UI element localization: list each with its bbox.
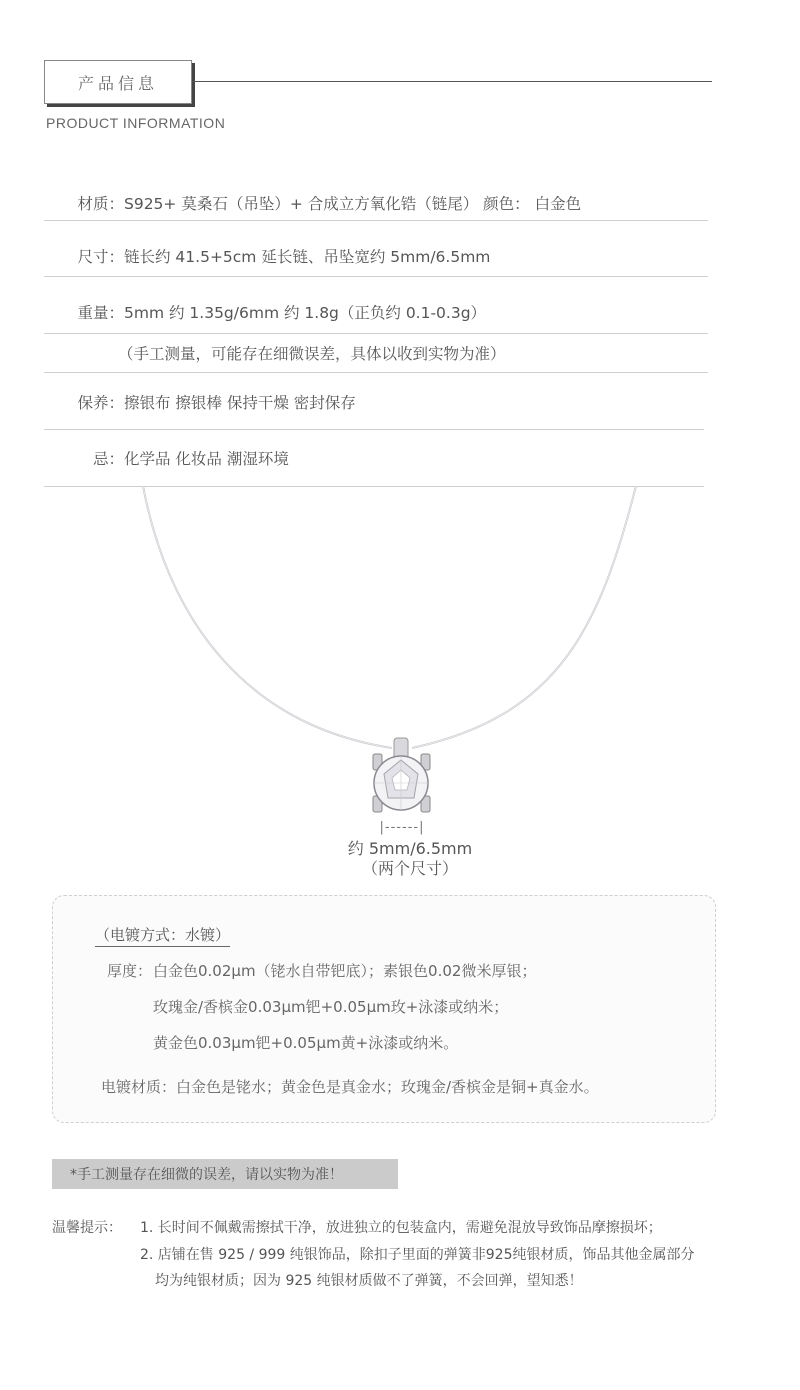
spec-avoid — [44, 447, 708, 469]
spec-weight-note: （手工测量，可能存在细微误差，具体以收到实物为准） — [118, 345, 506, 363]
title-divider — [192, 81, 712, 82]
spec-weight-label: 重量： — [77, 304, 124, 322]
spec-size-label: 尺寸： — [77, 248, 124, 266]
spec-care — [44, 391, 708, 413]
row-divider — [44, 220, 708, 221]
chain-right — [412, 486, 636, 748]
plating-line-1: 白金色0.02μm（铑水自带钯底）；素银色0.02微米厚银； — [153, 962, 537, 980]
spec-material — [44, 192, 708, 214]
tips-item-2-cont: 均为纯银材质；因为 925 纯银材质做不了弹簧，不会回弹，望知悉！ — [155, 1273, 583, 1289]
tips-item-2: 2. 店铺在售 925 / 999 纯银饰品，除扣子里面的弹簧非925纯银材质，饰品其他金属部分 — [140, 1247, 695, 1263]
spec-weight — [44, 301, 708, 323]
plating-line-3: 黄金色0.03μm钯+0.05μm黄+泳漆或纳米。 — [153, 1034, 459, 1052]
chain-left — [143, 486, 392, 748]
spec-size — [44, 245, 708, 267]
plating-line-2: 玫瑰金/香槟金0.03μm钯+0.05μm玫+泳漆或纳米； — [153, 998, 509, 1016]
spec-care-label: 保养： — [77, 394, 124, 412]
row-divider — [44, 372, 708, 373]
row-divider — [44, 429, 704, 430]
spec-weight-value: 5mm 约 1.35g/6mm 约 1.8g（正负约 0.1-0.3g） — [124, 304, 487, 322]
spec-material-value: S925+ 莫桑石（吊坠）+ 合成立方氧化锆（链尾） 颜色： 白金色 — [124, 195, 582, 213]
plating-thickness-label: 厚度： — [107, 962, 153, 980]
tips-label: 温馨提示： — [52, 1220, 122, 1236]
spec-avoid-label: 忌： — [92, 450, 124, 468]
plating-info-box — [52, 895, 716, 1123]
spec-care-value: 擦银布 擦银棒 保持干燥 密封保存 — [124, 394, 356, 412]
row-divider — [44, 333, 708, 334]
row-divider — [44, 276, 708, 277]
section-subtitle: PRODUCT INFORMATION — [46, 115, 226, 131]
tips-item-1: 1. 长时间不佩戴需擦拭干净，放进独立的包装盒内，需避免混放导致饰品摩擦损坏； — [140, 1220, 662, 1236]
spec-material-label: 材质： — [77, 195, 124, 213]
measure-mark: |------| — [379, 820, 425, 835]
pendant-size: 约 5mm/6.5mm — [347, 839, 473, 858]
pendant-size-note: （两个尺寸） — [361, 859, 458, 878]
spec-avoid-value: 化学品 化妆品 潮湿环境 — [124, 450, 289, 468]
section-title: 产品信息 — [44, 60, 192, 104]
necklace-image — [0, 486, 800, 846]
plating-heading: （电镀方式：水镀） — [95, 924, 230, 947]
measurement-note: *手工测量存在细微的误差，请以实物为准！ — [52, 1159, 398, 1189]
spec-size-value: 链长约 41.5+5cm 延长链、吊坠宽约 5mm/6.5mm — [124, 248, 491, 266]
plating-material: 电镀材质：白金色是铑水；黄金色是真金水；玫瑰金/香槟金是铜+真金水。 — [101, 1078, 599, 1096]
